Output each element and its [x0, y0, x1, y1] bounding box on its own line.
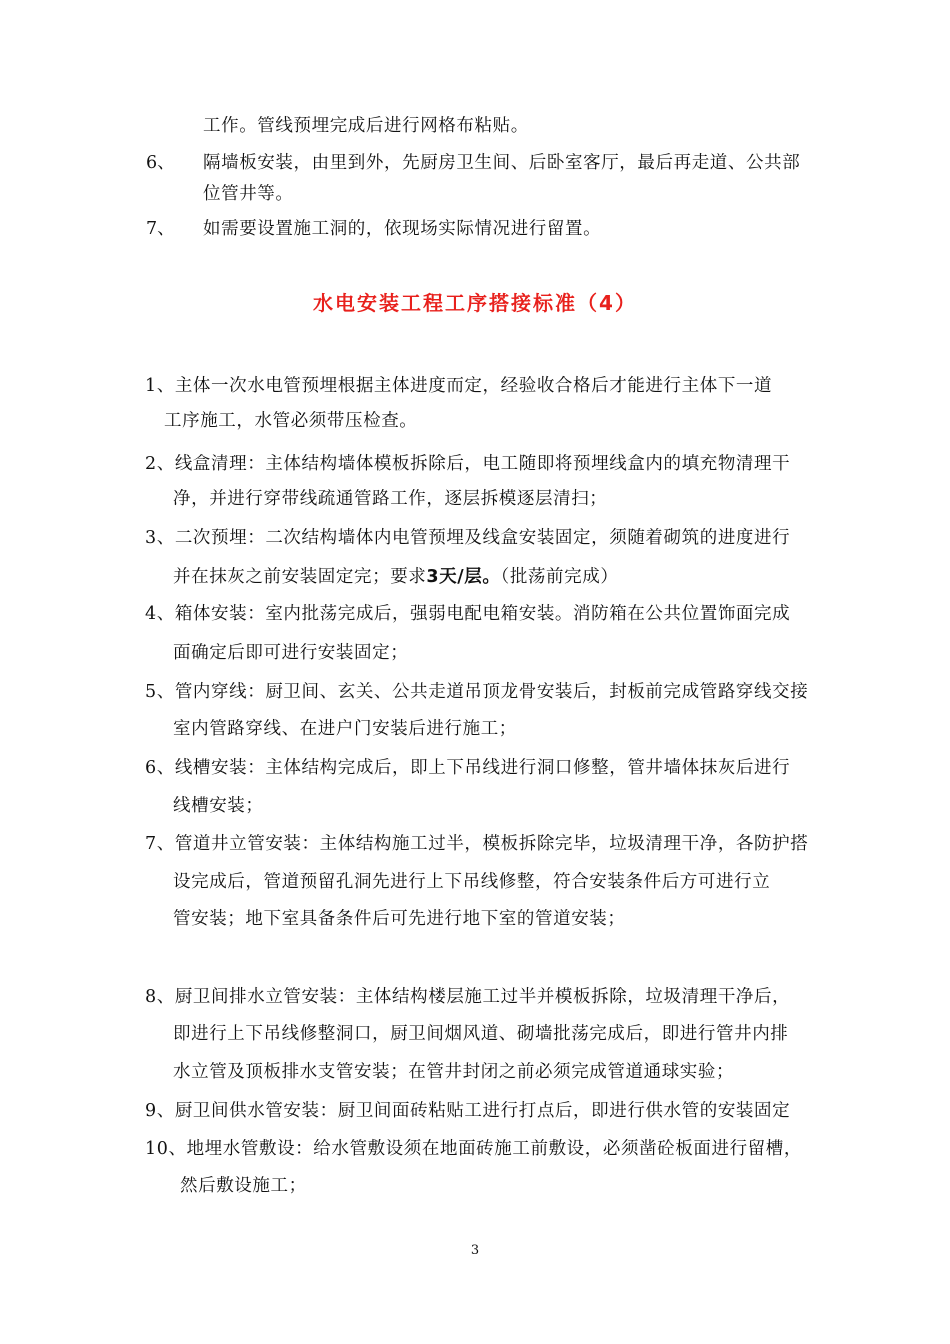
item-2-line-2: 净，并进行穿带线疏通管路工作，逐层拆模逐层清扫；: [173, 489, 608, 509]
item-1-line-1: 1、主体一次水电管预埋根据主体进度而定，经验收合格后才能进行主体下一道: [145, 376, 773, 396]
item-3-line-2: [173, 565, 618, 589]
item-3-line-2-text: 并在抹灰之前安装固定完；要求: [173, 567, 427, 587]
item-5-line-1: 5、管内穿线：厨卫间、玄关、公共走道吊顶龙骨安装后，封板前完成管路穿线交接: [145, 682, 809, 702]
item-6-line-1: 6、线槽安装：主体结构完成后，即上下吊线进行洞口修整，管井墙体抹灰后进行: [145, 758, 791, 778]
item-7-line-2: 设完成后，管道预留孔洞先进行上下吊线修整，符合安装条件后方可进行立: [173, 872, 771, 892]
item-1-line-2: 工序施工，水管必须带压检查。: [164, 411, 418, 431]
list-number-6: 6、: [146, 153, 175, 173]
page-number: 3: [470, 1243, 480, 1258]
item-3-line-1: 3、二次预埋：二次结构墙体内电管预埋及线盒安装固定，须随着砌筑的进度进行: [145, 528, 791, 548]
section-title: 水电安装工程工序搭接标准（4）: [313, 291, 637, 315]
list-number-7: 7、: [146, 219, 175, 239]
list-item-6-line-1: 隔墙板安装，由里到外，先厨房卫生间、后卧室客厅，最后再走道、公共部: [203, 153, 801, 173]
list-item-7-line-1: 如需要设置施工洞的，依现场实际情况进行留置。: [203, 219, 602, 239]
item-4-line-2: 面确定后即可进行安装固定；: [173, 643, 409, 663]
item-10-line-2: 然后敷设施工；: [180, 1176, 307, 1196]
item-4-line-1: 4、箱体安装：室内批荡完成后，强弱电配电箱安装。消防箱在公共位置饰面完成: [145, 604, 791, 624]
item-8-line-2: 即进行上下吊线修整洞口，厨卫间烟风道、砌墙批荡完成后，即进行管井内排: [173, 1024, 789, 1044]
item-3-line-2-note: （批荡前完成）: [500, 567, 619, 587]
item-5-line-2: 室内管路穿线、在进户门安装后进行施工；: [173, 719, 517, 739]
list-item-6-line-2: 位管井等。: [203, 184, 294, 204]
item-7-line-1: 7、管道井立管安装：主体结构施工过半，模板拆除完毕，垃圾清理干净，各防护搭: [145, 834, 809, 854]
item-8-line-1: 8、厨卫间排水立管安装：主体结构楼层施工过半并模板拆除，垃圾清理干净后，: [145, 987, 791, 1007]
continuation-line: 工作。管线预埋完成后进行网格布粘贴。: [203, 116, 529, 136]
item-6-line-2: 线槽安装；: [173, 796, 264, 816]
item-2-line-1: 2、线盒清理：主体结构墙体模板拆除后，电工随即将预埋线盒内的填充物清理干: [145, 454, 791, 474]
item-7-line-3: 管安装；地下室具备条件后可先进行地下室的管道安装；: [173, 909, 626, 929]
item-9-line-1: 9、厨卫间供水管安装：厨卫间面砖粘贴工进行打点后，即进行供水管的安装固定: [145, 1101, 791, 1121]
item-3-requirement: 3天/层。: [426, 567, 501, 587]
item-10-line-1: 10、地埋水管敷设：给水管敷设须在地面砖施工前敷设，必须凿砼板面进行留槽，: [145, 1139, 802, 1159]
item-8-line-3: 水立管及顶板排水支管安装；在管井封闭之前必须完成管道通球实验；: [173, 1062, 735, 1082]
